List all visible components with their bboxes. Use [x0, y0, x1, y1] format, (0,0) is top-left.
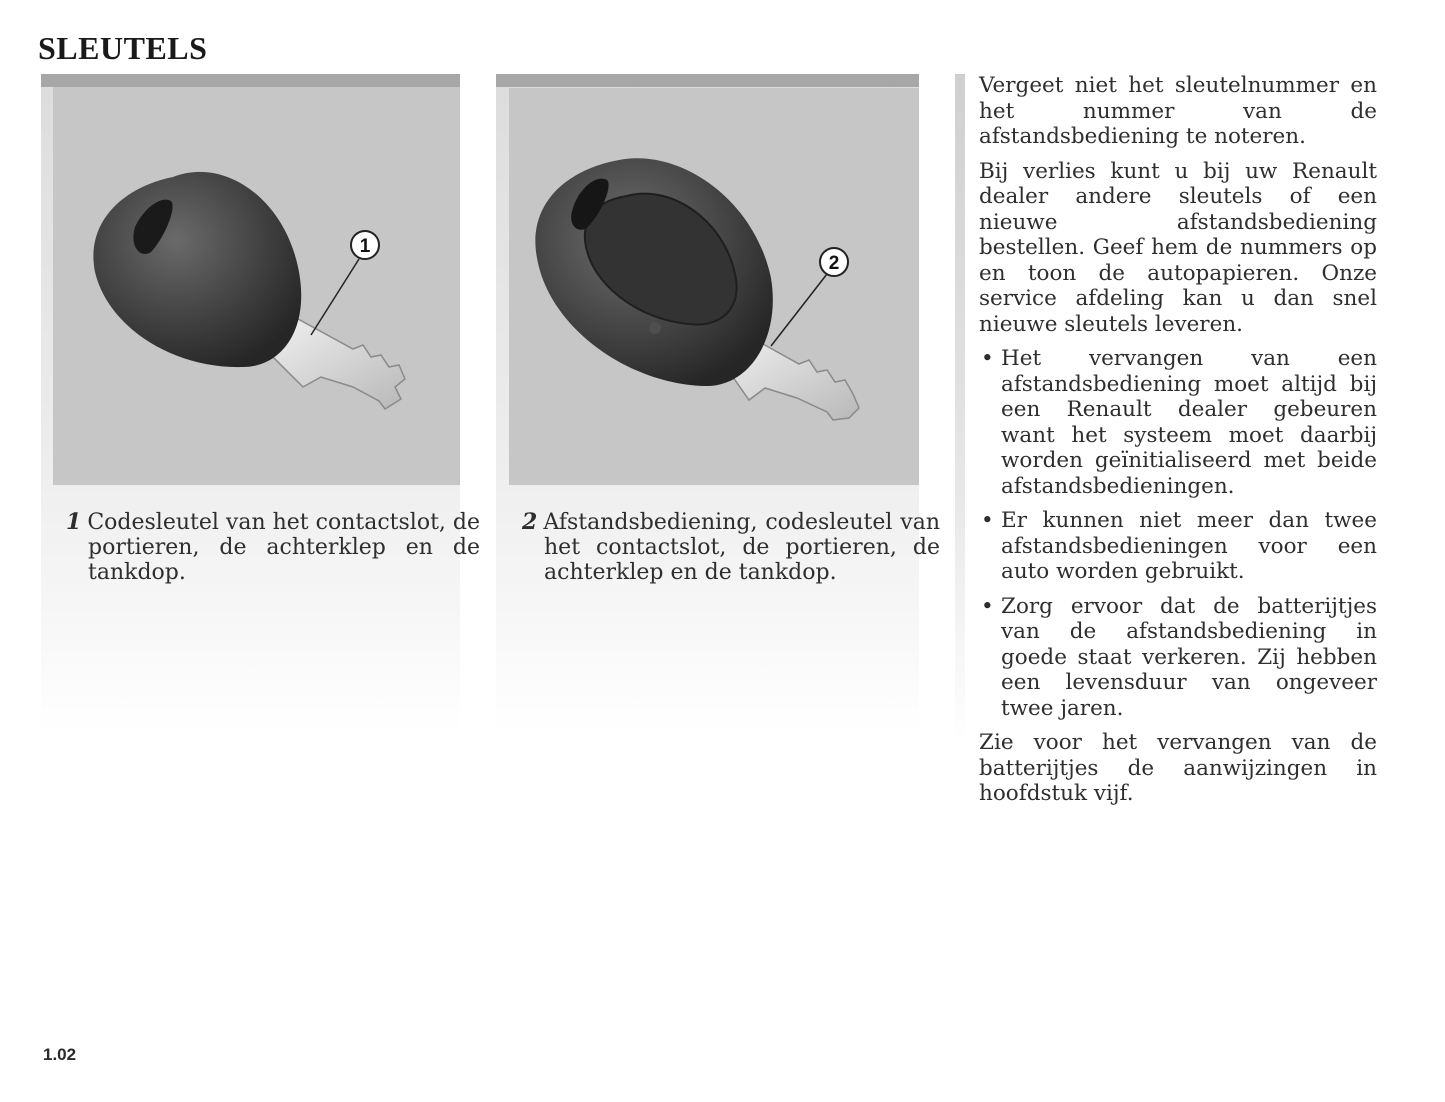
bullet-list [979, 346, 1377, 721]
closing-paragraph: Zie voor het vervangen van de batterijtjes de aanwijzingen in hoofdstuk vijf. [979, 730, 1377, 806]
bullet-icon: • [981, 508, 994, 533]
margin-bar [955, 74, 965, 744]
list-item-text: Het vervangen van een afstandsbediening moet altijd bij een Renault dealer gebeuren want het systeem moet daarbij worden geïnitialiseerd met beide afstandsbedieningen. [1001, 346, 1377, 499]
caption-number: 1 [66, 509, 82, 535]
body-text [979, 73, 1377, 816]
caption-number: 2 [522, 509, 538, 535]
code-key-illustration [53, 87, 460, 485]
figure-2-caption [522, 510, 940, 585]
page-title: SLEUTELS [38, 30, 208, 66]
figure-1-panel [41, 74, 480, 732]
caption-text: Afstandsbediening, codesleutel van het contactslot, de portieren, de achterklep en de tankdop. [543, 510, 940, 585]
key-photo [53, 87, 460, 485]
remote-photo [509, 88, 919, 485]
photo-top-band [41, 74, 460, 87]
list-item [979, 508, 1377, 585]
remote-key-illustration [509, 88, 919, 485]
page-number: 1.02 [43, 1045, 77, 1064]
figure-1-caption [66, 510, 480, 585]
photo-top-band [496, 74, 919, 87]
list-item [979, 594, 1377, 722]
list-item-text: Er kunnen niet meer dan twee afstandsbedieningen voor een auto worden gebruikt. [1001, 508, 1377, 584]
callout-1-label: 1 [359, 236, 371, 257]
intro-paragraph: Vergeet niet het sleutelnummer en het nummer van de afstandsbediening te noteren. [979, 73, 1377, 149]
caption-text: Codesleutel van het contactslot, de portieren, de achterklep en de tankdop. [87, 510, 480, 585]
loss-paragraph: Bij verlies kunt u bij uw Renault dealer andere sleutels of een nieuwe afstandsbediening bestellen. Geef hem de nummers op en toon de autopapieren. Onze service afdeling kan u dan snel nieuwe sleutels leveren. [979, 158, 1377, 337]
bullet-icon: • [981, 593, 994, 619]
list-item-text: Zorg ervoor dat de batterijtjes van de afstandsbediening in goede staat verkeren. Zij hebben een levensduur van ongeveer twee jaren. [1001, 593, 1377, 721]
bullet-icon: • [981, 346, 994, 371]
callout-2-label: 2 [828, 253, 840, 274]
figure-2-panel [496, 74, 940, 732]
list-item [979, 346, 1377, 499]
